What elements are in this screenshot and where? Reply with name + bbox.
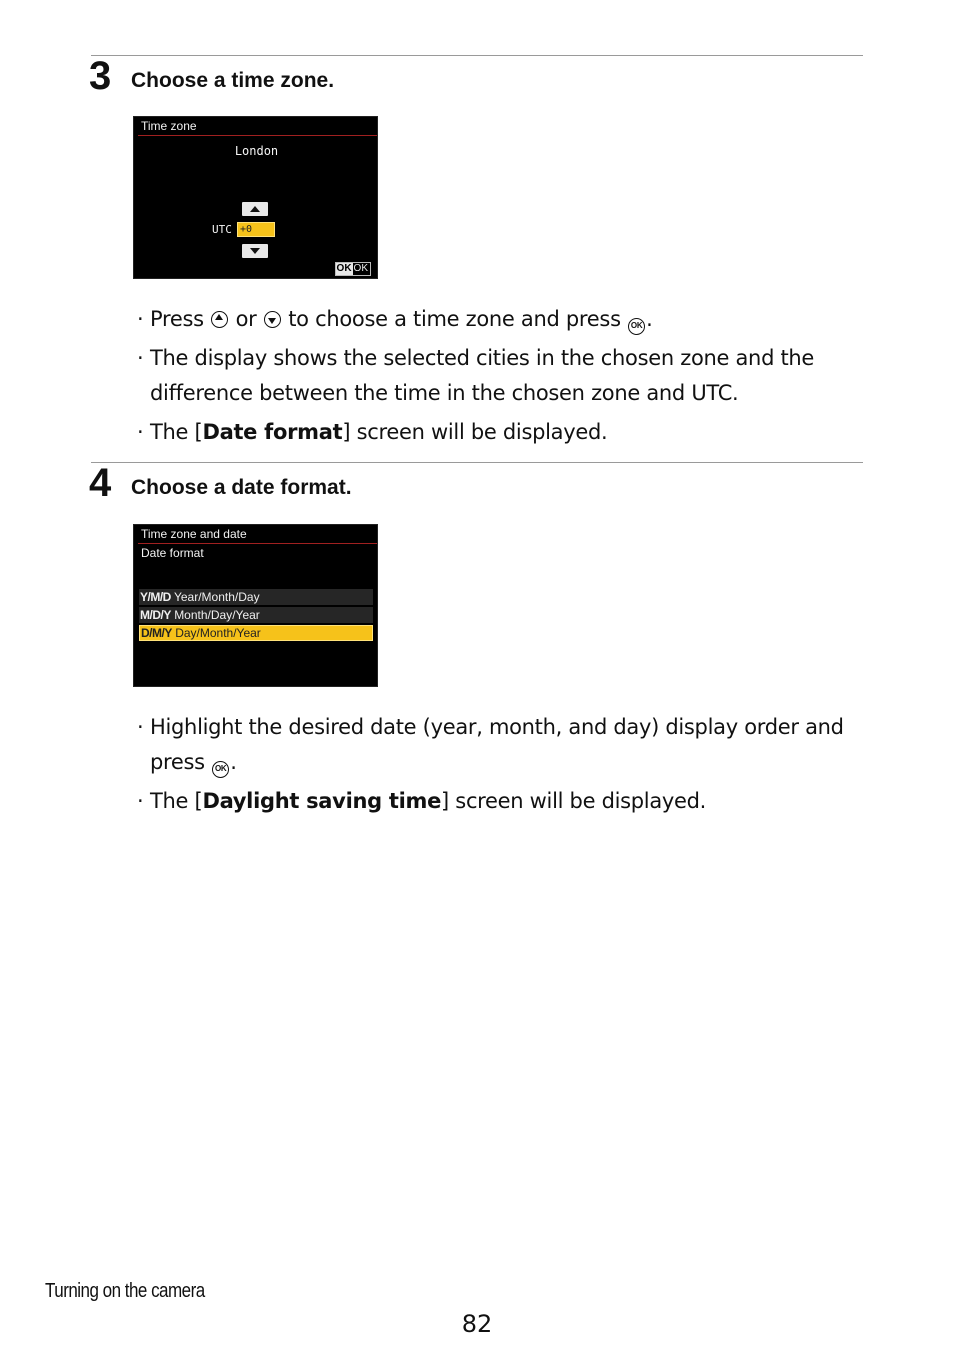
footer-section-title: Turning on the camera: [45, 1280, 205, 1302]
step-number: 4: [89, 461, 112, 505]
step3-instructions: [137, 302, 857, 454]
step-number: 3: [89, 54, 112, 98]
list-item: · Highlight the desired date (year, month, and day) display order and press OK .: [137, 710, 857, 780]
ok-label: OK: [353, 263, 368, 274]
up-arrow-icon: [242, 202, 268, 216]
down-arrow-icon: [242, 244, 268, 258]
date-format-option[interactable]: Y/M/D Year/Month/Day: [139, 589, 373, 605]
ok-button-icon: OK: [628, 318, 645, 335]
section-divider: [91, 462, 863, 463]
ok-icon: OK: [336, 263, 352, 274]
ok-button-icon: OK: [212, 761, 229, 778]
step4-instructions: [137, 710, 857, 823]
utc-offset-value: +0: [237, 222, 275, 237]
screen-header-rule: [138, 135, 377, 136]
time-zone-screen: [133, 116, 378, 279]
list-item: · The display shows the selected cities in the chosen zone and the difference between the time in the chosen zone and UTC.: [137, 341, 857, 411]
list-item: · Press or to choose a time zone and press OK .: [137, 302, 857, 337]
screen-subheader: Date format: [141, 546, 204, 560]
date-format-option-selected[interactable]: D/M/Y Day/Month/Year: [139, 625, 373, 641]
multi-selector-down-icon: [264, 311, 281, 328]
menu-reference: Date format: [202, 420, 343, 444]
city-name: London: [234, 144, 279, 158]
ok-button-hint: [335, 262, 371, 276]
utc-label: UTC: [212, 223, 232, 236]
screen-header: Time zone: [141, 119, 197, 133]
menu-reference: Daylight saving time: [202, 789, 442, 813]
screen-header-rule: [138, 543, 377, 544]
list-item: · The [Date format] screen will be displayed.: [137, 415, 857, 450]
screen-header: Time zone and date: [141, 527, 247, 541]
step-title: Choose a time zone.: [131, 69, 335, 92]
step-title: Choose a date format.: [131, 476, 352, 499]
list-item: · The [Daylight saving time] screen will be displayed.: [137, 784, 857, 819]
section-divider-top: [91, 55, 863, 56]
page-number: 82: [461, 1310, 493, 1338]
multi-selector-up-icon: [211, 311, 228, 328]
date-format-screen: [133, 524, 378, 687]
date-format-option[interactable]: M/D/Y Month/Day/Year: [139, 607, 373, 623]
